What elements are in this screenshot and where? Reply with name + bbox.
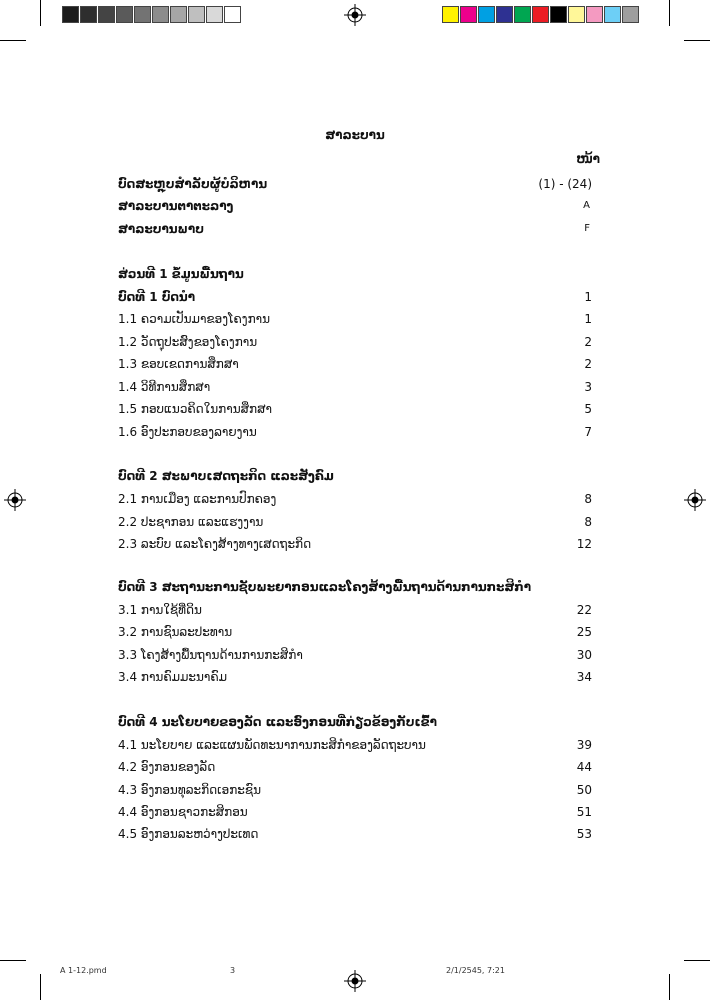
toc-entry-label: 1.6 ອົງປະກອບຂອງລາຍງານ (118, 425, 257, 439)
toc-entry-page: (1) - (24) (538, 177, 592, 191)
color-swatch (152, 6, 169, 23)
color-swatch (586, 6, 603, 23)
toc-entry-page: 12 (576, 537, 592, 551)
toc-entry-page: 8 (584, 515, 592, 529)
toc-entry-page: A (583, 200, 590, 211)
color-swatch (62, 6, 79, 23)
toc-entry-label: 3.3 ໂຄງສ້າງພື້ນຖານດ້ານການກະສິກຳ (118, 648, 303, 662)
toc-entry-label: 3.2 ການຊົນລະປະທານ (118, 625, 233, 639)
toc-entry-label: 2.2 ປະຊາກອນ ແລະແຮງງານ (118, 515, 264, 529)
chapter-heading-label: ບົດທີ 4 ນະໂຍບາຍຂອງລັດ ແລະອົງກອນທີ່ກ່ຽວຂ້ອງກັບເຂົ້າ (118, 715, 437, 729)
toc-entry-page: 30 (576, 648, 592, 662)
toc-entry-label: 2.3 ລະບົບ ແລະໂຄງສ້າງທາງເສດຖະກິດ (118, 537, 312, 551)
color-swatch (550, 6, 567, 23)
footer-timestamp: 2/1/2545, 7:21 (446, 966, 505, 975)
color-swatch (478, 6, 495, 23)
toc-entry-label: 1.1 ຄວາມເປັນມາຂອງໂຄງການ (118, 312, 270, 326)
toc-entry-label: 1.5 ກອບແນວຄິດໃນການສຶກສາ (118, 402, 272, 416)
chapter-heading-label: ບົດທີ 3 ສະຖານະການຊັບພະຍາກອນແລະໂຄງສ້າງພື້ນຖານດ້ານການກະສິກຳ (118, 580, 532, 594)
toc-entry-page: 3 (584, 380, 592, 394)
chapter-heading-label: ບົດທີ 1 ບົດນຳ (118, 290, 196, 304)
toc-entry-label: 1.3 ຂອບເຂດການສຶກສາ (118, 357, 239, 371)
color-swatch (170, 6, 187, 23)
color-swatch (496, 6, 513, 23)
color-swatch (116, 6, 133, 23)
page-title: ສາລະບານ (325, 128, 385, 142)
footer-filename: A 1-12.pmd (60, 966, 107, 975)
toc-entry-page: 39 (576, 738, 592, 752)
toc-entry-label: 3.4 ການຄົມມະນາຄົມ (118, 670, 228, 684)
toc-entry-label: 4.5 ອົງກອນລະຫວ່າງປະເທດ (118, 827, 259, 841)
toc-entry-page: 1 (584, 290, 592, 304)
color-swatch (98, 6, 115, 23)
color-swatch (514, 6, 531, 23)
process-color-bar (442, 6, 640, 23)
registration-mark-icon (344, 4, 366, 26)
toc-entry-label: 4.1 ນະໂຍບາຍ ແລະແຜນພັດທະນາການກະສິກຳຂອງລັດຖະບານ (118, 738, 426, 752)
color-swatch (80, 6, 97, 23)
registration-mark-icon (4, 489, 26, 511)
chapter-heading-label: ບົດທີ 2 ສະພາບເສດຖະກິດ ແລະສັງຄົມ (118, 469, 334, 483)
color-swatch (134, 6, 151, 23)
toc-entry-page: 22 (576, 603, 592, 617)
toc-entry-page: 50 (576, 783, 592, 797)
toc-entry-label: 3.1 ການໃຊ້ທີ່ດິນ (118, 603, 202, 617)
toc-entry-page: 44 (576, 760, 592, 774)
color-swatch (206, 6, 223, 23)
toc-entry-label: 1.4 ວິທີການສຶກສາ (118, 380, 211, 394)
toc-entry-label: ສາລະບານຕາຕະລາງ (118, 199, 234, 213)
toc-entry-page: 34 (576, 670, 592, 684)
color-swatch (568, 6, 585, 23)
toc-entry-page: 7 (584, 425, 592, 439)
color-swatch (532, 6, 549, 23)
toc-entry-page: 8 (584, 492, 592, 506)
toc-entry-page: 1 (584, 312, 592, 326)
toc-entry-label: 1.2 ວັດຖຸປະສົງຂອງໂຄງການ (118, 335, 258, 349)
toc-entry-page: 5 (584, 402, 592, 416)
toc-entry-label: ບົດສະຫຼຸບສຳລັບຜູ້ບໍລິຫານ (118, 177, 268, 191)
toc-entry-page: 2 (584, 335, 592, 349)
toc-entry-label: 4.2 ອົງກອນຂອງລັດ (118, 760, 216, 774)
registration-mark-icon (344, 970, 366, 992)
footer-page-number: 3 (230, 966, 236, 975)
color-swatch (622, 6, 639, 23)
toc-entry-page: 25 (576, 625, 592, 639)
toc-entry-page: F (584, 223, 590, 234)
toc-entry-label: 2.1 ການເມືອງ ແລະການປົກຄອງ (118, 492, 277, 506)
registration-mark-icon (684, 489, 706, 511)
color-swatch (604, 6, 621, 23)
grayscale-color-bar (62, 6, 242, 23)
color-swatch (442, 6, 459, 23)
toc-entry-label: 4.3 ອົງກອນທຸລະກິດເອກະຊົນ (118, 783, 261, 797)
color-swatch (188, 6, 205, 23)
toc-entry-page: 53 (576, 827, 592, 841)
toc-entry-page: 2 (584, 357, 592, 371)
page-column-header: ໜ້າ (576, 152, 600, 166)
toc-entry-label: ສາລະບານພາບ (118, 222, 204, 236)
color-swatch (460, 6, 477, 23)
toc-entry-page: 51 (576, 805, 592, 819)
toc-entry-label: 4.4 ອົງກອນຊາວກະສິກອນ (118, 805, 248, 819)
color-swatch (224, 6, 241, 23)
